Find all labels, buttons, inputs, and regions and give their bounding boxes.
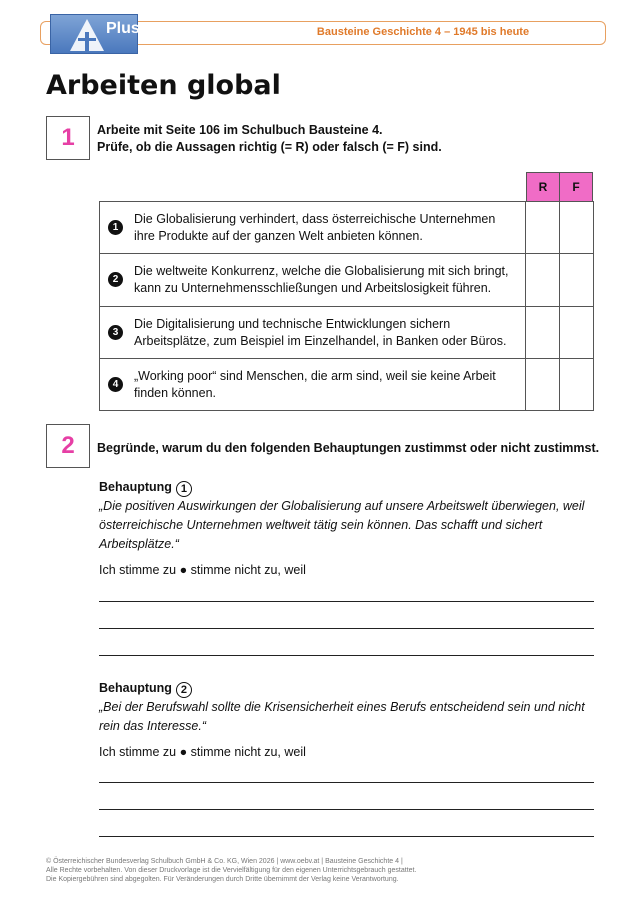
task1-instruction-line1: Arbeite mit Seite 106 im Schulbuch Bausteine 4. bbox=[97, 123, 383, 137]
footer-copyright bbox=[46, 857, 416, 884]
claim-number-circle: 1 bbox=[176, 481, 192, 497]
column-header-r: R bbox=[526, 172, 560, 202]
task-number-2: 2 bbox=[46, 424, 90, 468]
statement-cell bbox=[100, 359, 526, 411]
task2-instruction: Begründe, warum du den folgenden Behauptungen zustimmst oder nicht zustimmst. bbox=[97, 441, 600, 455]
bullet-number: 2 bbox=[108, 272, 123, 287]
footer-line2: Alle Rechte vorbehalten. Von dieser Druckvorlage ist die Vervielfältigung für den eigenen Unterrichtsgebrauch gestattet. bbox=[46, 867, 417, 874]
agree-choice-2[interactable]: Ich stimme zu ● stimme nicht zu, weil bbox=[99, 745, 306, 759]
statement-cell bbox=[100, 202, 526, 254]
statement-cell bbox=[100, 254, 526, 307]
answer-box-f[interactable] bbox=[560, 254, 594, 307]
claim-heading-2 bbox=[99, 681, 192, 698]
claim-heading-label: Behauptung bbox=[99, 480, 172, 494]
footer-line1: © Österreichischer Bundesverlag Schulbuch GmbH & Co. KG, Wien 2026 | www.oebv.at | Bausteine Geschichte 4 | bbox=[46, 858, 403, 865]
claim-text-2: „Bei der Berufswahl sollte die Krisensicherheit eines Berufs entscheidend sein und nicht rein das Interesse.“ bbox=[99, 700, 585, 733]
footer-line3: Die Kopiergebühren sind abgegolten. Für Veränderungen durch Dritte übernimmt der Verlag keine Verantwortung. bbox=[46, 876, 399, 883]
answer-line[interactable] bbox=[99, 628, 594, 629]
bullet-number: 3 bbox=[108, 325, 123, 340]
statement-text: Die Digitalisierung und technische Entwicklungen sichern Arbeitsplätze, zum Beispiel im Einzelhandel, in Banken oder Büros. bbox=[134, 316, 507, 348]
answer-box-f[interactable] bbox=[560, 202, 594, 254]
answer-line[interactable] bbox=[99, 836, 594, 837]
statement-text: „Working poor“ sind Menschen, die arm sind, weil sie keine Arbeit finden können. bbox=[134, 368, 496, 400]
table-row bbox=[100, 254, 594, 307]
answer-line[interactable] bbox=[99, 782, 594, 783]
answer-box-r[interactable] bbox=[526, 307, 560, 359]
page-title: Arbeiten global bbox=[46, 70, 281, 101]
bullet-number: 4 bbox=[108, 377, 123, 392]
logo-text: Plus bbox=[106, 20, 140, 37]
table-row bbox=[100, 307, 594, 359]
statement-cell bbox=[100, 307, 526, 359]
task-number-1: 1 bbox=[46, 116, 90, 160]
table-row bbox=[100, 202, 594, 254]
bullet-number: 1 bbox=[108, 220, 123, 235]
task1-instruction bbox=[97, 122, 442, 156]
table-row bbox=[100, 359, 594, 411]
column-header-f: F bbox=[559, 172, 593, 202]
answer-box-f[interactable] bbox=[560, 307, 594, 359]
answer-box-f[interactable] bbox=[560, 359, 594, 411]
claim-number-circle: 2 bbox=[176, 682, 192, 698]
triangle-logo-icon bbox=[69, 18, 105, 52]
answer-line[interactable] bbox=[99, 601, 594, 602]
task1-instruction-line2: Prüfe, ob die Aussagen richtig (= R) oder falsch (= F) sind. bbox=[97, 140, 442, 154]
statement-text: Die Globalisierung verhindert, dass österreichische Unternehmen ihre Produkte auf der ganzen Welt anbieten können. bbox=[134, 211, 496, 243]
answer-box-r[interactable] bbox=[526, 202, 560, 254]
answer-box-r[interactable] bbox=[526, 254, 560, 307]
claim-text-1: „Die positiven Auswirkungen der Globalisierung auf unsere Arbeitswelt überwiegen, weil österreichische Unternehmen weltweit tätig sein können. Das schafft und sichert Arbeitsplätze.“ bbox=[99, 499, 585, 551]
header-title: Bausteine Geschichte 4 – 1945 bis heute bbox=[316, 26, 530, 38]
answer-box-r[interactable] bbox=[526, 359, 560, 411]
statement-text: Die weltweite Konkurrenz, welche die Globalisierung mit sich bringt, kann zu Unternehmensschließungen und Arbeitslosigkeit führen. bbox=[134, 264, 509, 295]
agree-choice-1[interactable]: Ich stimme zu ● stimme nicht zu, weil bbox=[99, 563, 306, 577]
statements-table bbox=[99, 201, 594, 411]
claim-heading-label: Behauptung bbox=[99, 681, 172, 695]
answer-line[interactable] bbox=[99, 809, 594, 810]
answer-line[interactable] bbox=[99, 655, 594, 656]
publisher-logo bbox=[50, 14, 138, 54]
claim-heading-1 bbox=[99, 480, 192, 497]
